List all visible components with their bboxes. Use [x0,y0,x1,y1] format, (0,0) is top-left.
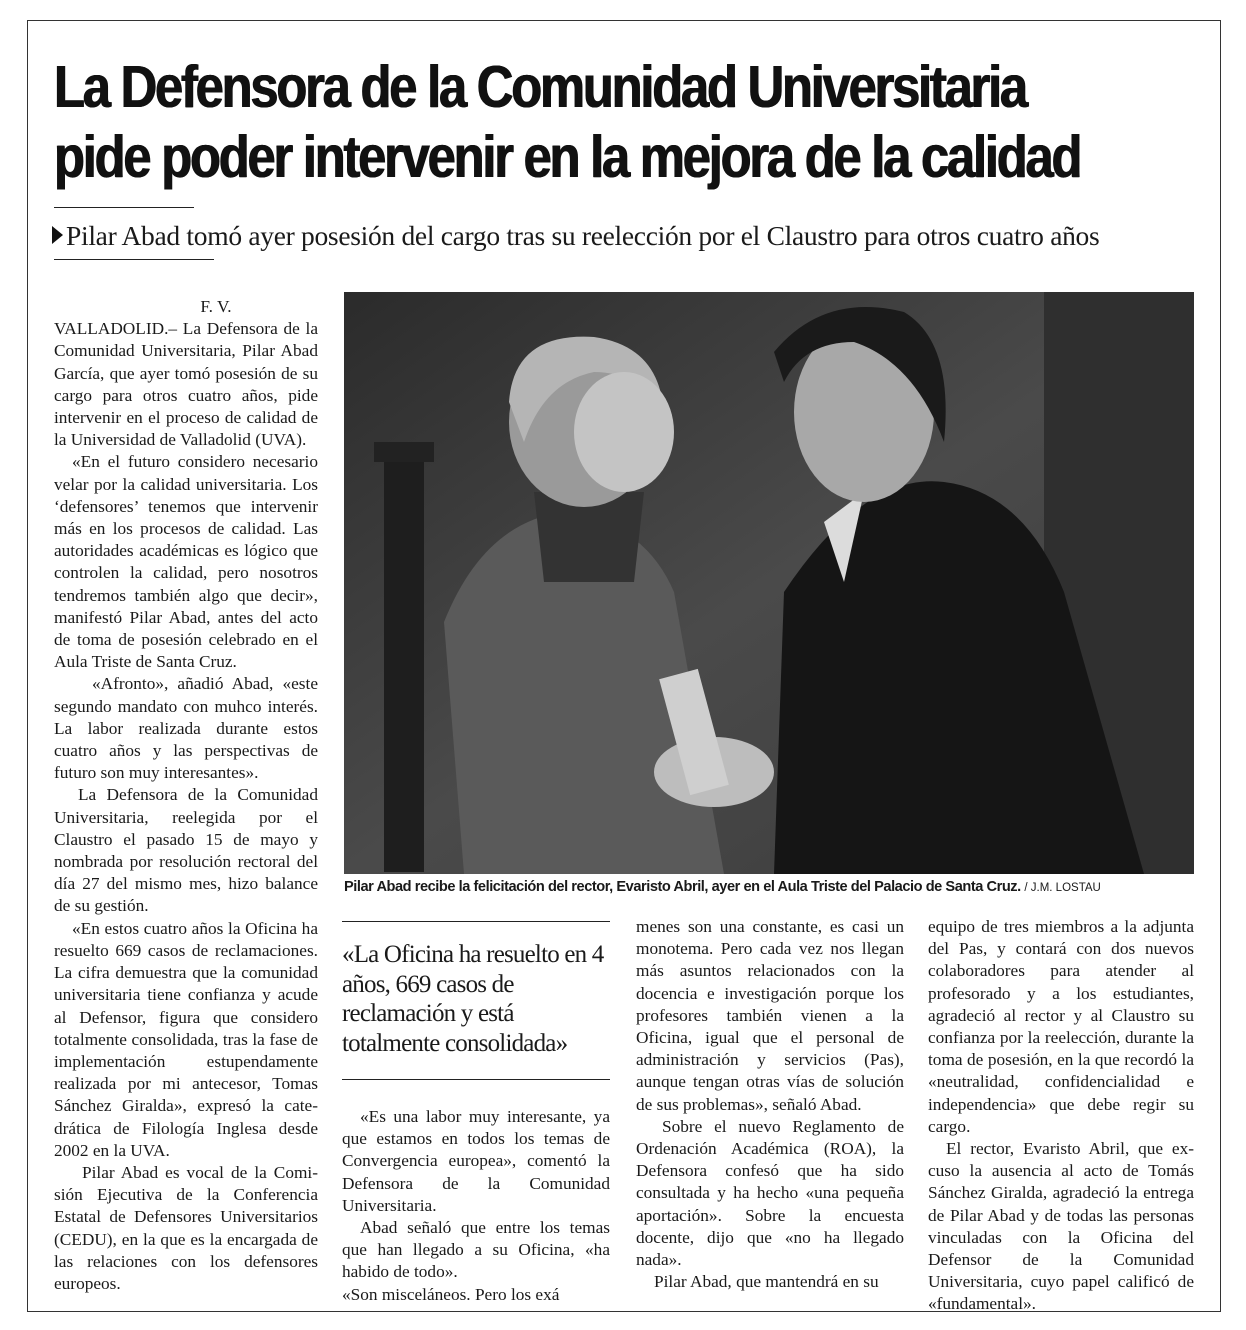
article-column-1 [54,296,318,1295]
caption-text: Pilar Abad recibe la felicitación del rector, Evaristo Abril, ayer en el Aula Triste del Palacio de Santa Cruz. [344,879,1021,895]
photo-credit: / J.M. LOSTAU [1024,882,1101,894]
subheadline [52,218,1099,254]
byline: F. V. [200,297,232,316]
paragraph: «En el futuro considero necesario velar por la calidad universitaria. Los ‘defensores’ tenemos que intervenir más en los procesos de calidad. Las autoridades académicas es lógico que controlen la calidad, pero nosotros tendremos también algo que decir», manifestó Pilar Abad, antes del acto de toma de posesión celebrado en el Aula Triste de Santa Cruz. [54,452,318,672]
paragraph: El rector, Evaristo Abril, que excuso la ausencia al acto de Tomás Sánchez Giralda, agradeció la entrega de Pilar Abad y de todas las personas vinculadas con la Oficina del Defensor de la Comunidad Universitaria, cuyo papel calificó de «fundamental». [928,1139,1194,1314]
paragraph: Pilar Abad, que mantendrá en su [654,1272,879,1292]
headline-line-2: pide poder intervenir en la mejora de la calidad [54,124,1081,190]
article-column-4 [928,916,1194,1316]
article-column-2 [342,1106,610,1306]
headline-line-1: La Defensora de la Comunidad Universitaria [54,54,1026,120]
paragraph: menes son una constante, es casi un monotema. Pero cada vez nos llegan más asuntos relacionados con la docencia e investigación porque los profesores también vienen a la Oficina, igual que el personal de administración y servicios (Pas), aunque tengan otras vías de solución de sus problemas», señaló Abad. [636,917,904,1114]
pull-quote: «La Oficina ha resuelto en 4 años, 669 casos de reclamación y está totalmente consolidada» [342,941,604,1057]
paragraph: «Afronto», añadió Abad, «este segundo mandato con muhco interés. La labor realizada durante estos cuatro años y las perspectivas de futuro son muy interesantes». [54,674,318,783]
paragraph: La Defensora de la Comunidad Universitaria, reelegida por el Claustro el pasado 15 de mayo y nombrada por resolución rectoral del día 27 del mismo mes, hizo balance de su gestión. [54,785,318,916]
article-column-3 [636,916,904,1293]
pullquote-top-rule [342,921,610,922]
paragraph: equipo de tres miembros a la adjunta del Pas, y contará con dos nuevos colaboradores para atender al profesorado y a los estudiantes, agradeció al rector y al Claustro su confianza por la reelección, durante la toma de posesión, en la que recordó la «neutralidad, confidencialidad e independencia» que debe regir su cargo. [928,917,1194,1136]
paragraph: Sobre el nuevo Reglamento de Ordenación Académica (ROA), la Defensora confesó que ha sido consultada y ha hecho «una pequeña aportación». Sobre la encuesta docente, dijo que «no ha llegado nada». [636,1116,904,1270]
headline [54,52,1081,192]
triangle-bullet-icon [52,226,63,244]
subheadline-rule [54,259,214,260]
pullquote-bottom-rule [342,1079,610,1080]
subheadline-text: Pilar Abad tomó ayer posesión del cargo tras su reelección por el Claustro para otros cuatro años [66,220,1100,251]
photo-caption [344,878,1204,897]
paragraph: «En estos cuatro años la Oficina ha resuelto 669 casos de reclamaciones. La cifra demuestra que la comunidad universitaria tiene confianza y acude al Defensor, figura que considero totalmente consolidada, tras la fase de implementación estupendamente realizada por mi antecesor, Tomas Sánchez Giralda», expresó la catedrática de Filología Inglesa desde 2002 en la UVA. [54,918,318,1160]
paragraph: «Es una labor muy interesante, ya que estamos en todos los temas de Convergencia europea», comentó la Defensora de la Comunidad Universitaria. [342,1107,610,1215]
article-photo [344,292,1194,874]
photo-image [344,292,1194,874]
headline-rule [54,207,194,208]
paragraph: «Son misceláneos. Pero los exá [342,1284,560,1304]
paragraph: VALLADOLID.– La Defensora de la Comunidad Universitaria, Pilar Abad García, que ayer tomó posesión de su cargo para otros cuatro años, pide intervenir en el proceso de calidad de la Universidad de Valladolid (UVA). [54,319,318,450]
paragraph: Pilar Abad es vocal de la Comisión Ejecutiva de la Conferencia Estatal de Defensores Universitarios (CEDU), en la que es la encargada de las relaciones con los defensores europeos. [54,1162,318,1293]
paragraph: Abad señaló que entre los temas que han llegado a su Oficina, «ha habido de todo». [342,1218,610,1282]
